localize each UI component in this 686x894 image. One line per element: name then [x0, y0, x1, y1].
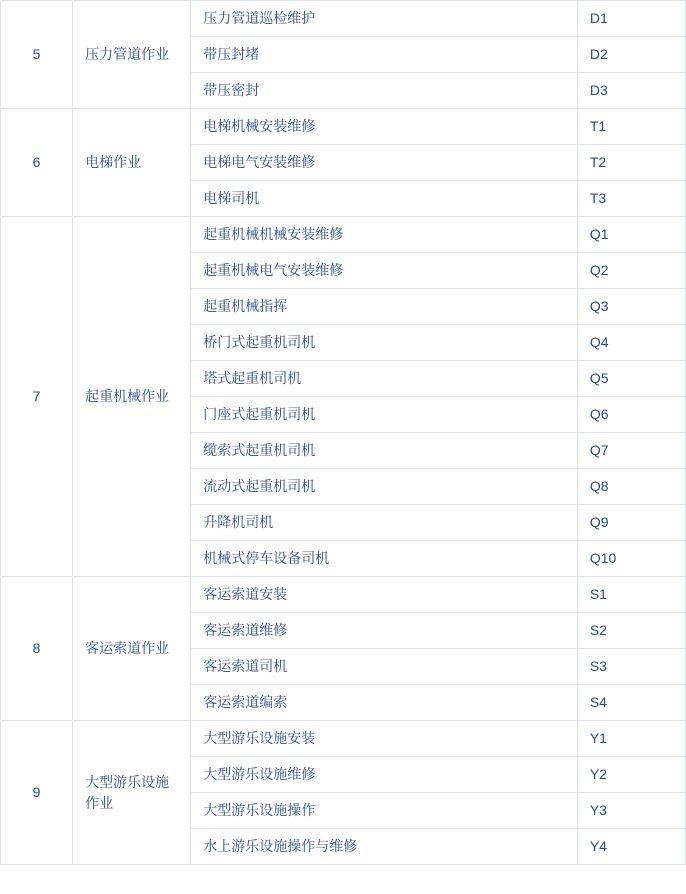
category-cell: 起重机械作业 [73, 217, 191, 577]
table-row [1, 577, 686, 613]
operation-item-cell: 客运索道安装 [191, 577, 578, 613]
operation-item-cell: 电梯司机 [191, 181, 578, 217]
operation-code-cell: T1 [577, 109, 685, 145]
table-row [1, 1, 686, 37]
category-cell: 压力管道作业 [73, 1, 191, 109]
operation-item-cell: 起重机械电气安装维修 [191, 253, 578, 289]
operation-item-cell: 桥门式起重机司机 [191, 325, 578, 361]
operation-code-cell: Q3 [577, 289, 685, 325]
row-index-cell: 6 [1, 109, 73, 217]
operation-code-cell: Y4 [577, 829, 685, 865]
operation-item-cell: 起重机械指挥 [191, 289, 578, 325]
table-row [1, 109, 686, 145]
operation-code-cell: S2 [577, 613, 685, 649]
row-index-cell: 7 [1, 217, 73, 577]
operation-code-cell: Q5 [577, 361, 685, 397]
category-cell: 电梯作业 [73, 109, 191, 217]
operation-code-cell: D3 [577, 73, 685, 109]
operation-item-cell: 起重机械机械安装维修 [191, 217, 578, 253]
operation-code-cell: Q2 [577, 253, 685, 289]
operation-code-cell: T2 [577, 145, 685, 181]
operation-item-cell: 机械式停车设备司机 [191, 541, 578, 577]
operation-item-cell: 流动式起重机司机 [191, 469, 578, 505]
operation-item-cell: 升降机司机 [191, 505, 578, 541]
operation-code-cell: Q1 [577, 217, 685, 253]
operation-item-cell: 压力管道巡检维护 [191, 1, 578, 37]
operation-code-cell: Y2 [577, 757, 685, 793]
table-body [1, 1, 686, 865]
operation-item-cell: 电梯电气安装维修 [191, 145, 578, 181]
operation-item-cell: 带压封堵 [191, 37, 578, 73]
operation-code-cell: Q9 [577, 505, 685, 541]
table-row [1, 721, 686, 757]
operation-code-cell: Q7 [577, 433, 685, 469]
operation-code-cell: Q6 [577, 397, 685, 433]
operation-item-cell: 电梯机械安装维修 [191, 109, 578, 145]
row-index-cell: 8 [1, 577, 73, 721]
operation-code-cell: D1 [577, 1, 685, 37]
operation-item-cell: 带压密封 [191, 73, 578, 109]
operation-item-cell: 缆索式起重机司机 [191, 433, 578, 469]
operation-item-cell: 水上游乐设施操作与维修 [191, 829, 578, 865]
operation-item-cell: 客运索道编索 [191, 685, 578, 721]
operation-item-cell: 门座式起重机司机 [191, 397, 578, 433]
operation-code-cell: Q8 [577, 469, 685, 505]
operation-code-cell: Y1 [577, 721, 685, 757]
operation-code-cell: Y3 [577, 793, 685, 829]
operation-code-cell: Q4 [577, 325, 685, 361]
operation-code-cell: S1 [577, 577, 685, 613]
operation-code-cell: Q10 [577, 541, 685, 577]
operation-item-cell: 塔式起重机司机 [191, 361, 578, 397]
operation-item-cell: 大型游乐设施维修 [191, 757, 578, 793]
table-row [1, 217, 686, 253]
operation-item-cell: 客运索道司机 [191, 649, 578, 685]
operation-code-cell: T3 [577, 181, 685, 217]
operation-item-cell: 大型游乐设施安装 [191, 721, 578, 757]
operation-item-cell: 大型游乐设施操作 [191, 793, 578, 829]
row-index-cell: 5 [1, 1, 73, 109]
operation-code-cell: D2 [577, 37, 685, 73]
category-cell: 大型游乐设施作业 [73, 721, 191, 865]
operation-item-cell: 客运索道维修 [191, 613, 578, 649]
category-cell: 客运索道作业 [73, 577, 191, 721]
operation-code-cell: S4 [577, 685, 685, 721]
row-index-cell: 9 [1, 721, 73, 865]
operation-code-cell: S3 [577, 649, 685, 685]
